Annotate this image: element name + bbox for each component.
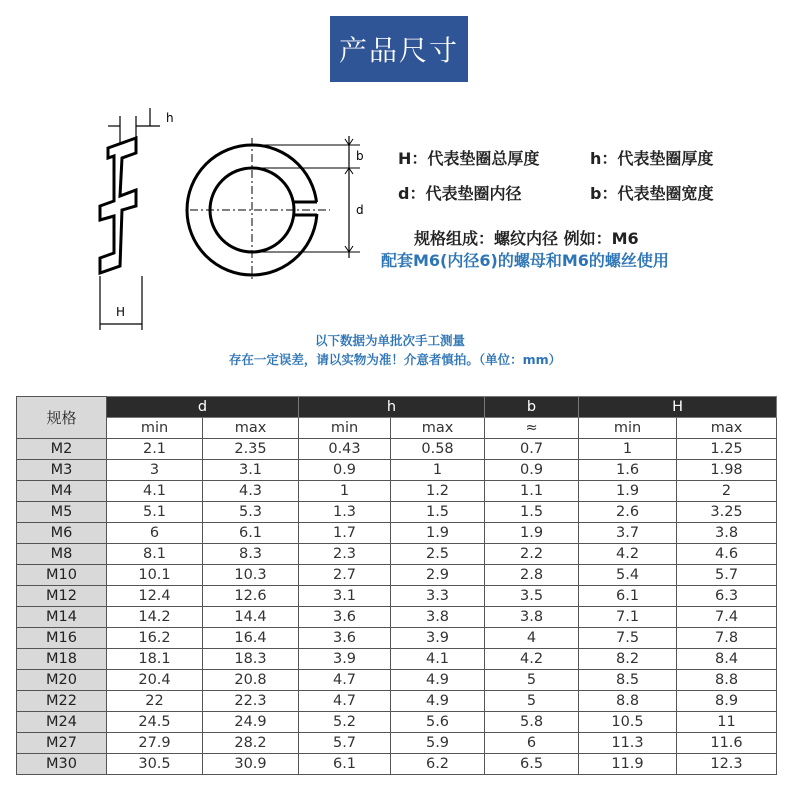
spec-cell: M27 bbox=[17, 733, 107, 754]
table-cell: 5.4 bbox=[579, 565, 677, 586]
table-cell: 24.9 bbox=[203, 712, 299, 733]
label-h: h bbox=[166, 111, 174, 125]
table-cell: 14.2 bbox=[107, 607, 203, 628]
table-cell: 0.7 bbox=[485, 439, 579, 460]
table-cell: 11.9 bbox=[579, 754, 677, 775]
legend-usage: 配套M6(内径6)的螺母和M6的螺丝使用 bbox=[381, 251, 669, 270]
table-cell: 8.1 bbox=[107, 544, 203, 565]
table-cell: 16.4 bbox=[203, 628, 299, 649]
table-cell: 7.8 bbox=[677, 628, 777, 649]
table-cell: 11 bbox=[677, 712, 777, 733]
header-spec: 规格 bbox=[17, 397, 107, 439]
table-cell: 11.3 bbox=[579, 733, 677, 754]
legend-d: d：代表垫圈内径 bbox=[398, 184, 522, 203]
table-cell: 2 bbox=[677, 481, 777, 502]
table-cell: 6.1 bbox=[203, 523, 299, 544]
table-cell: 6 bbox=[107, 523, 203, 544]
table-cell: 10.5 bbox=[579, 712, 677, 733]
table-cell: 3.9 bbox=[391, 628, 485, 649]
note-error: 存在一定误差，请以实物为准！介意者慎拍。（单位：mm） bbox=[228, 352, 562, 367]
table-cell: 1 bbox=[579, 439, 677, 460]
header-d: d bbox=[107, 397, 299, 418]
subheader: max bbox=[391, 418, 485, 439]
legend-spec: 规格组成：螺纹内径 例如：M6 bbox=[414, 229, 639, 248]
subheader: min bbox=[107, 418, 203, 439]
spec-cell: M16 bbox=[17, 628, 107, 649]
table-cell: 11.6 bbox=[677, 733, 777, 754]
table-cell: 1.9 bbox=[391, 523, 485, 544]
table-cell: 3 bbox=[107, 460, 203, 481]
table-cell: 6.5 bbox=[485, 754, 579, 775]
table-cell: 1.7 bbox=[299, 523, 391, 544]
table-cell: 22.3 bbox=[203, 691, 299, 712]
legend-H: H：代表垫圈总厚度 bbox=[398, 149, 540, 168]
table-cell: 0.9 bbox=[485, 460, 579, 481]
table-cell: 4.1 bbox=[107, 481, 203, 502]
spec-cell: M14 bbox=[17, 607, 107, 628]
washer-diagram bbox=[90, 98, 380, 338]
note-measure: 以下数据为单批次手工测量 bbox=[314, 333, 465, 348]
table-row bbox=[17, 481, 777, 502]
spec-cell: M6 bbox=[17, 523, 107, 544]
subheader: max bbox=[203, 418, 299, 439]
table-row bbox=[17, 712, 777, 733]
table-cell: 5.1 bbox=[107, 502, 203, 523]
table-cell: 4.9 bbox=[391, 670, 485, 691]
table-cell: 1 bbox=[299, 481, 391, 502]
table-row bbox=[17, 439, 777, 460]
label-H: H bbox=[116, 305, 126, 319]
table-cell: 3.8 bbox=[677, 523, 777, 544]
table-cell: 14.4 bbox=[203, 607, 299, 628]
table-cell: 3.1 bbox=[203, 460, 299, 481]
header-h: h bbox=[299, 397, 485, 418]
table-cell: 5.8 bbox=[485, 712, 579, 733]
table-row bbox=[17, 523, 777, 544]
label-b: b bbox=[356, 149, 364, 163]
table-cell: 3.6 bbox=[299, 628, 391, 649]
spec-table bbox=[16, 396, 777, 775]
table-cell: 1.2 bbox=[391, 481, 485, 502]
table-cell: 4.3 bbox=[203, 481, 299, 502]
table-cell: 1.3 bbox=[299, 502, 391, 523]
subheader: min bbox=[299, 418, 391, 439]
subheader: min bbox=[579, 418, 677, 439]
table-cell: 2.35 bbox=[203, 439, 299, 460]
spec-cell: M3 bbox=[17, 460, 107, 481]
table-cell: 6.1 bbox=[579, 586, 677, 607]
table-cell: 2.8 bbox=[485, 565, 579, 586]
table-cell: 2.7 bbox=[299, 565, 391, 586]
table-cell: 30.5 bbox=[107, 754, 203, 775]
table-row bbox=[17, 460, 777, 481]
table-cell: 4.6 bbox=[677, 544, 777, 565]
table-cell: 1.5 bbox=[391, 502, 485, 523]
table-row bbox=[17, 607, 777, 628]
table-cell: 30.9 bbox=[203, 754, 299, 775]
table-cell: 7.4 bbox=[677, 607, 777, 628]
table-cell: 5 bbox=[485, 691, 579, 712]
table-cell: 8.4 bbox=[677, 649, 777, 670]
table-cell: 12.6 bbox=[203, 586, 299, 607]
table-cell: 8.3 bbox=[203, 544, 299, 565]
table-cell: 2.5 bbox=[391, 544, 485, 565]
table-cell: 2.9 bbox=[391, 565, 485, 586]
table-cell: 20.4 bbox=[107, 670, 203, 691]
table-cell: 0.43 bbox=[299, 439, 391, 460]
table-cell: 1.98 bbox=[677, 460, 777, 481]
table-cell: 8.9 bbox=[677, 691, 777, 712]
table-cell: 18.3 bbox=[203, 649, 299, 670]
table-cell: 2.6 bbox=[579, 502, 677, 523]
spec-cell: M18 bbox=[17, 649, 107, 670]
table-row bbox=[17, 565, 777, 586]
table-cell: 18.1 bbox=[107, 649, 203, 670]
table-cell: 1.6 bbox=[579, 460, 677, 481]
table-cell: 4.7 bbox=[299, 691, 391, 712]
table-cell: 4.2 bbox=[485, 649, 579, 670]
table-cell: 3.9 bbox=[299, 649, 391, 670]
table-cell: 4.7 bbox=[299, 670, 391, 691]
spec-cell: M4 bbox=[17, 481, 107, 502]
table-cell: 8.8 bbox=[677, 670, 777, 691]
table-cell: 4 bbox=[485, 628, 579, 649]
table-cell: 3.5 bbox=[485, 586, 579, 607]
table-row bbox=[17, 502, 777, 523]
table-cell: 3.25 bbox=[677, 502, 777, 523]
legend-h: h：代表垫圈厚度 bbox=[590, 149, 714, 168]
table-cell: 8.8 bbox=[579, 691, 677, 712]
spec-cell: M24 bbox=[17, 712, 107, 733]
table-cell: 6.1 bbox=[299, 754, 391, 775]
table-cell: 5.3 bbox=[203, 502, 299, 523]
table-cell: 2.2 bbox=[485, 544, 579, 565]
table-row bbox=[17, 733, 777, 754]
table-row bbox=[17, 649, 777, 670]
table-cell: 5 bbox=[485, 670, 579, 691]
table-cell: 8.2 bbox=[579, 649, 677, 670]
table-cell: 24.5 bbox=[107, 712, 203, 733]
subheader: ≈ bbox=[485, 418, 579, 439]
spec-cell: M10 bbox=[17, 565, 107, 586]
table-cell: 10.3 bbox=[203, 565, 299, 586]
table-cell: 7.5 bbox=[579, 628, 677, 649]
table-cell: 0.58 bbox=[391, 439, 485, 460]
table-cell: 4.2 bbox=[579, 544, 677, 565]
table-cell: 12.4 bbox=[107, 586, 203, 607]
table-cell: 3.1 bbox=[299, 586, 391, 607]
washer-side-view bbox=[100, 138, 136, 273]
table-cell: 27.9 bbox=[107, 733, 203, 754]
table-cell: 1.25 bbox=[677, 439, 777, 460]
table-cell: 28.2 bbox=[203, 733, 299, 754]
spec-cell: M2 bbox=[17, 439, 107, 460]
table-cell: 16.2 bbox=[107, 628, 203, 649]
subheader: max bbox=[677, 418, 777, 439]
header-b: b bbox=[485, 397, 579, 418]
spec-cell: M12 bbox=[17, 586, 107, 607]
table-cell: 5.7 bbox=[299, 733, 391, 754]
table-cell: 5.7 bbox=[677, 565, 777, 586]
table-cell: 3.7 bbox=[579, 523, 677, 544]
table-row bbox=[17, 544, 777, 565]
label-d: d bbox=[356, 203, 364, 217]
table-cell: 22 bbox=[107, 691, 203, 712]
table-cell: 3.8 bbox=[485, 607, 579, 628]
table-cell: 1.5 bbox=[485, 502, 579, 523]
spec-cell: M5 bbox=[17, 502, 107, 523]
table-row bbox=[17, 691, 777, 712]
table-cell: 3.6 bbox=[299, 607, 391, 628]
header-H: H bbox=[579, 397, 777, 418]
table-cell: 4.1 bbox=[391, 649, 485, 670]
table-row bbox=[17, 628, 777, 649]
table-cell: 7.1 bbox=[579, 607, 677, 628]
spec-cell: M30 bbox=[17, 754, 107, 775]
spec-cell: M22 bbox=[17, 691, 107, 712]
table-cell: 6.3 bbox=[677, 586, 777, 607]
table-cell: 12.3 bbox=[677, 754, 777, 775]
table-cell: 4.9 bbox=[391, 691, 485, 712]
table-cell: 5.6 bbox=[391, 712, 485, 733]
table-cell: 1.9 bbox=[485, 523, 579, 544]
page-title: 产品尺寸 bbox=[330, 16, 468, 82]
table-cell: 1 bbox=[391, 460, 485, 481]
table-row bbox=[17, 586, 777, 607]
table-cell: 2.3 bbox=[299, 544, 391, 565]
table-cell: 2.1 bbox=[107, 439, 203, 460]
table-cell: 3.3 bbox=[391, 586, 485, 607]
table-cell: 8.5 bbox=[579, 670, 677, 691]
table-cell: 0.9 bbox=[299, 460, 391, 481]
spec-cell: M20 bbox=[17, 670, 107, 691]
table-cell: 1.1 bbox=[485, 481, 579, 502]
table-cell: 6 bbox=[485, 733, 579, 754]
table-cell: 5.9 bbox=[391, 733, 485, 754]
table-cell: 3.8 bbox=[391, 607, 485, 628]
table-cell: 10.1 bbox=[107, 565, 203, 586]
table-cell: 6.2 bbox=[391, 754, 485, 775]
spec-cell: M8 bbox=[17, 544, 107, 565]
table-cell: 1.9 bbox=[579, 481, 677, 502]
legend-b: b：代表垫圈宽度 bbox=[590, 184, 714, 203]
table-row bbox=[17, 754, 777, 775]
table-cell: 20.8 bbox=[203, 670, 299, 691]
table-cell: 5.2 bbox=[299, 712, 391, 733]
table-row bbox=[17, 670, 777, 691]
